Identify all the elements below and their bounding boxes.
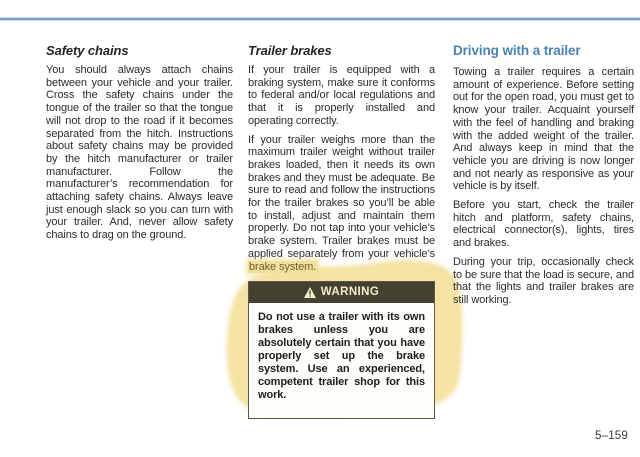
column-safety-chains [46, 44, 233, 248]
column-driving-with-trailer [453, 44, 634, 313]
driving-paragraph-1: Towing a trailer requires a certain amount of experience. Before setting out for the open road, you must get to know your trailer. Acquaint yourself with the feel of handling and braking with the added weight of the trailer. And always keep in mind that the vehicle you are driving is now longer and not nearly as responsive as your vehicle is by itself. [453, 66, 634, 193]
driving-paragraph-2: Before you start, check the trailer hitch and platform, safety chains, electrical connector(s), lights, tires and brakes. [453, 199, 634, 250]
safety-chains-paragraph: You should always attach chains between your vehicle and your trailer. Cross the safety chains under the tongue of the trailer so that the tongue will not drop to the road if it becomes separated from the hitch. Instructions about safety chains may be provided by the hitch manufacturer or trailer manufacturer. Follow the manufacturer’s recommendation for attaching safety chains. Always leave just enough slack so you can turn with your trailer. And, never allow safety chains to drag on the ground. [46, 64, 233, 242]
warning-box-header [249, 282, 434, 303]
warning-text: Do not use a trailer with its own brakes unless you are absolutely certain that you have properly set up the brake system. Use an experienced, competent trailer shop for this work. [258, 311, 425, 402]
highlighted-text: brake system. [249, 260, 317, 273]
top-accent-line [0, 18, 640, 20]
warning-label: WARNING [320, 286, 380, 299]
warning-triangle-icon [304, 287, 316, 298]
section-heading-driving-with-trailer: Driving with a trailer [453, 43, 581, 58]
section-heading-safety-chains: Safety chains [46, 43, 129, 58]
page-number: 5–159 [595, 430, 628, 442]
trailer-brakes-paragraph-1: If your trailer is equipped with a braking system, make sure it conforms to federal and/or local regulations and that it is properly installed and operating correctly. [248, 64, 435, 127]
trailer-brakes-paragraph-2 [248, 134, 435, 274]
warning-box [248, 281, 435, 419]
section-heading-trailer-brakes: Trailer brakes [248, 43, 332, 58]
highlighter-annotation-area [248, 281, 435, 419]
column-trailer-brakes [248, 44, 435, 419]
trailer-brakes-paragraph-2-text: If your trailer weighs more than the maximum trailer weight without trailer brakes loaded, then it needs its own brakes and they must be adequate. Be sure to read and follow the instructions for the trailer brakes so you’ll be able to install, adjust and maintain them properly. Do not tap into your vehicle’s brake system. Trailer brakes must be applied separately from your vehicle’s [248, 133, 435, 260]
driving-paragraph-3: During your trip, occasionally check to be sure that the load is secure, and that the lights and trailer brakes are still working. [453, 255, 634, 306]
